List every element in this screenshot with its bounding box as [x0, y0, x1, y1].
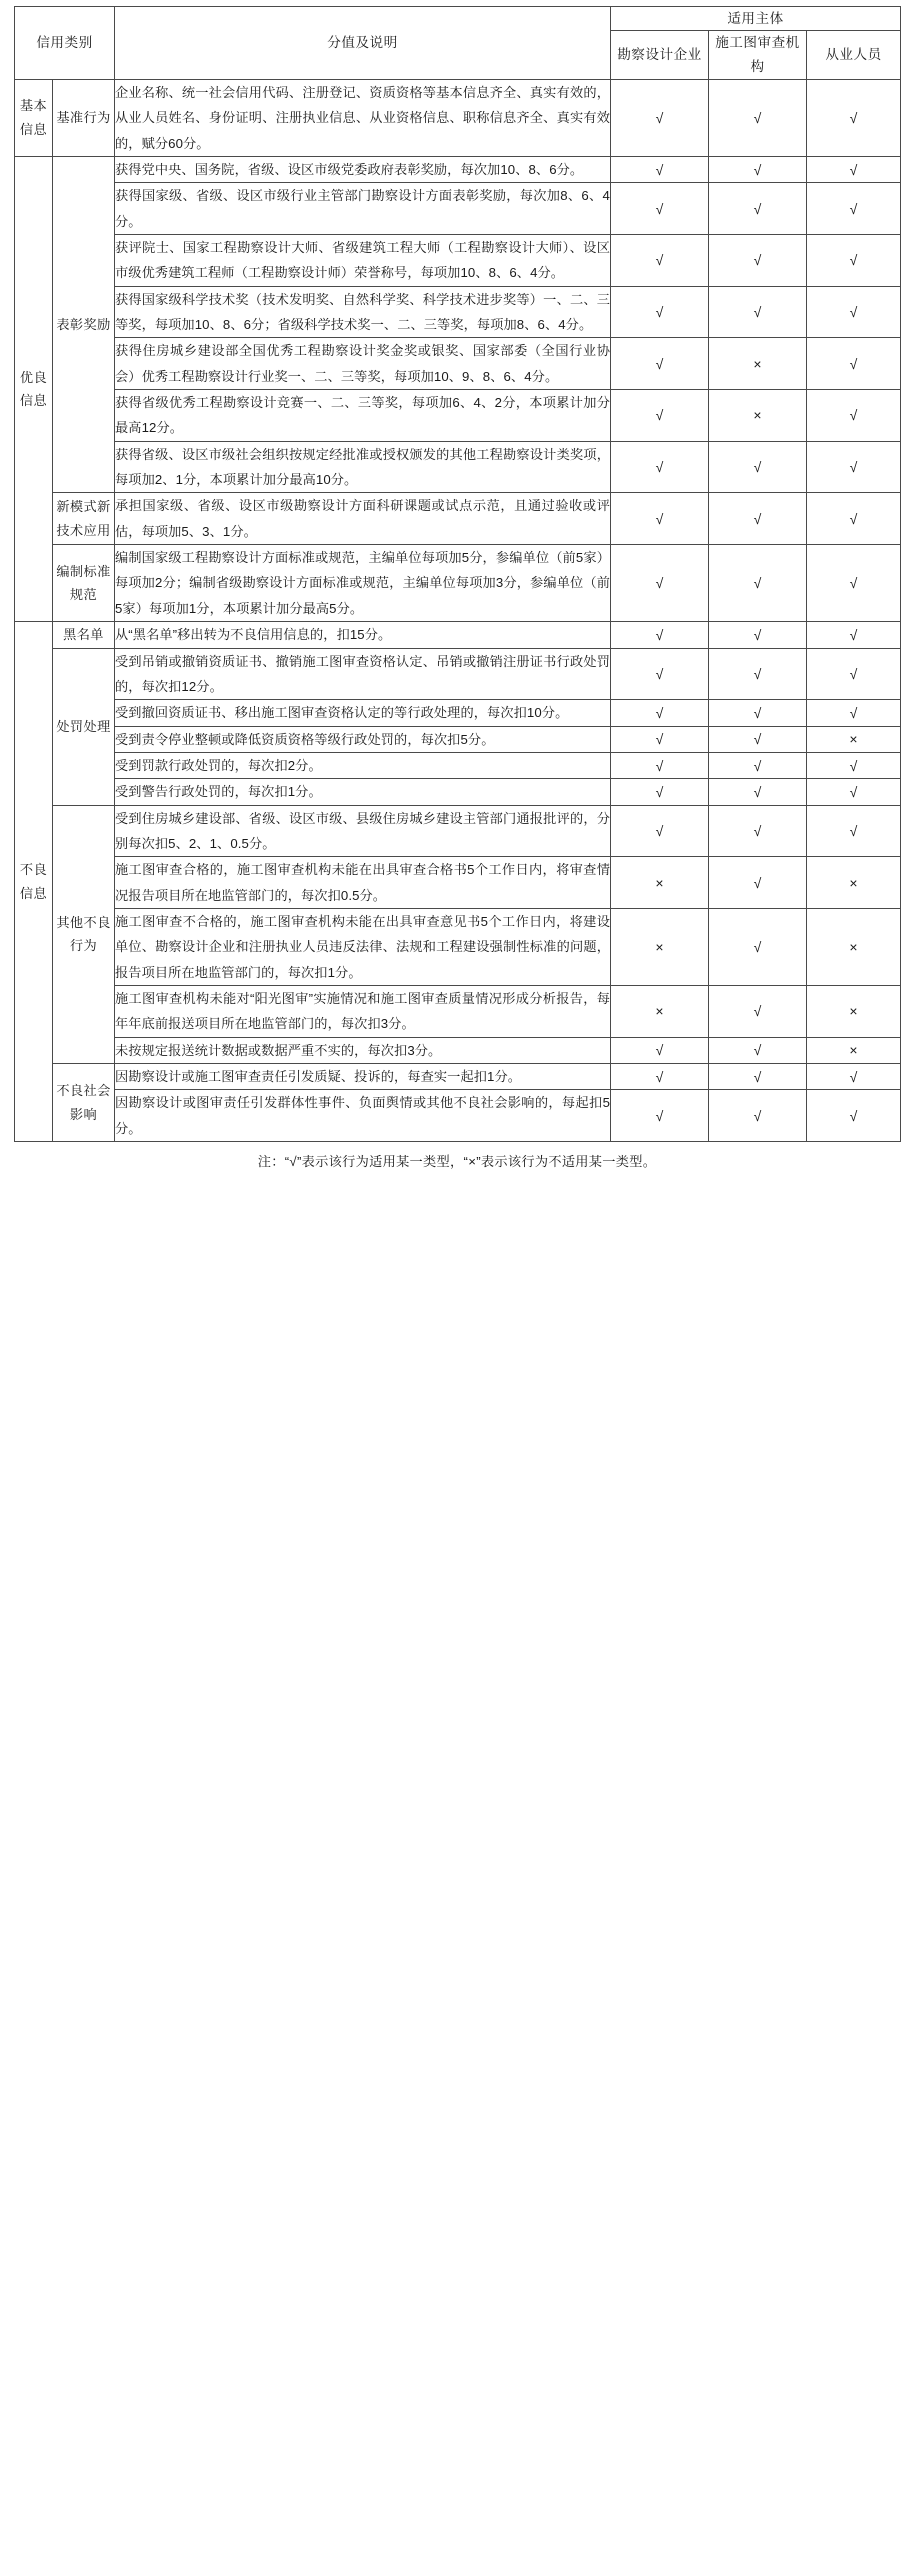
applicability-mark-subject-3: √ [807, 1064, 901, 1090]
table-row [15, 985, 901, 1037]
applicability-mark-subject-1: √ [611, 156, 709, 182]
applicability-mark-subject-2: √ [709, 622, 807, 648]
table-row [15, 622, 901, 648]
applicability-mark-subject-3: √ [807, 1090, 901, 1142]
applicability-mark-subject-3: × [807, 985, 901, 1037]
applicability-mark-subject-2: √ [709, 805, 807, 857]
applicability-mark-subject-2: × [709, 338, 807, 390]
credit-subcategory-cell: 处罚处理 [53, 648, 115, 805]
table-row [15, 545, 901, 622]
credit-subcategory-cell: 编制标准规范 [53, 545, 115, 622]
applicability-mark-subject-3: √ [807, 338, 901, 390]
applicability-mark-subject-2: √ [709, 1064, 807, 1090]
table-row [15, 779, 901, 805]
score-description-cell: 受到责令停业整顿或降低资质资格等级行政处罚的，每次扣5分。 [115, 726, 611, 752]
applicability-mark-subject-2: √ [709, 779, 807, 805]
score-description-cell: 获得省级、设区市级社会组织按规定经批准或授权颁发的其他工程勘察设计类奖项，每项加2、1分，本项累计加分最高10分。 [115, 441, 611, 493]
credit-category-cell: 优良信息 [15, 156, 53, 621]
credit-category-cell: 基本信息 [15, 79, 53, 156]
table-row [15, 493, 901, 545]
applicability-mark-subject-2: √ [709, 286, 807, 338]
applicability-mark-subject-1: √ [611, 1090, 709, 1142]
credit-subcategory-cell: 表彰奖励 [53, 156, 115, 492]
applicability-mark-subject-1: √ [611, 493, 709, 545]
credit-subcategory-cell: 黑名单 [53, 622, 115, 648]
applicability-mark-subject-1: √ [611, 622, 709, 648]
page-container [0, 0, 914, 1183]
applicability-mark-subject-3: √ [807, 545, 901, 622]
applicability-mark-subject-1: √ [611, 1037, 709, 1063]
score-description-cell: 获评院士、国家工程勘察设计大师、省级建筑工程大师（工程勘察设计大师）、设区市级优秀建筑工程师（工程勘察设计师）荣誉称号，每项加10、8、6、4分。 [115, 235, 611, 287]
score-description-cell: 受到撤回资质证书、移出施工图审查资格认定的等行政处理的，每次扣10分。 [115, 700, 611, 726]
header-subject-practitioner: 从业人员 [807, 31, 901, 80]
score-description-cell: 获得住房城乡建设部全国优秀工程勘察设计奖金奖或银奖、国家部委（全国行业协会）优秀工程勘察设计行业奖一、二、三等奖，每项加10、9、8、6、4分。 [115, 338, 611, 390]
table-row [15, 700, 901, 726]
table-row [15, 441, 901, 493]
applicability-mark-subject-3: √ [807, 493, 901, 545]
applicability-mark-subject-3: √ [807, 700, 901, 726]
table-row [15, 908, 901, 985]
credit-subcategory-cell: 新模式新技术应用 [53, 493, 115, 545]
applicability-mark-subject-2: √ [709, 857, 807, 909]
credit-subcategory-cell: 其他不良行为 [53, 805, 115, 1063]
applicability-mark-subject-3: √ [807, 390, 901, 442]
table-body [15, 79, 901, 1141]
applicability-mark-subject-2: √ [709, 985, 807, 1037]
header-subject-survey-design-enterprise: 勘察设计企业 [611, 31, 709, 80]
applicability-mark-subject-1: × [611, 908, 709, 985]
table-row [15, 235, 901, 287]
table-row [15, 390, 901, 442]
applicability-mark-subject-1: √ [611, 286, 709, 338]
applicability-mark-subject-2: √ [709, 156, 807, 182]
header-subject-drawing-review-institution: 施工图审查机构 [709, 31, 807, 80]
applicability-mark-subject-3: √ [807, 752, 901, 778]
applicability-mark-subject-3: √ [807, 183, 901, 235]
applicability-mark-subject-3: × [807, 726, 901, 752]
applicability-mark-subject-1: √ [611, 1064, 709, 1090]
applicability-mark-subject-3: √ [807, 805, 901, 857]
table-row [15, 1037, 901, 1063]
score-description-cell: 施工图审查机构未能对“阳光图审”实施情况和施工图审查质量情况形成分析报告，每年年底前报送项目所在地监管部门的，每次扣3分。 [115, 985, 611, 1037]
score-description-cell: 受到警告行政处罚的，每次扣1分。 [115, 779, 611, 805]
table-row [15, 857, 901, 909]
score-description-cell: 获得省级优秀工程勘察设计竞赛一、二、三等奖，每项加6、4、2分，本项累计加分最高12分。 [115, 390, 611, 442]
header-score-description: 分值及说明 [115, 7, 611, 80]
header-credit-category: 信用类别 [15, 7, 115, 80]
applicability-mark-subject-1: × [611, 985, 709, 1037]
applicability-mark-subject-2: √ [709, 183, 807, 235]
score-description-cell: 从“黑名单”移出转为不良信用信息的，扣15分。 [115, 622, 611, 648]
score-description-cell: 施工图审查合格的，施工图审查机构未能在出具审查合格书5个工作日内，将审查情况报告项目所在地监管部门的，每次扣0.5分。 [115, 857, 611, 909]
applicability-mark-subject-1: √ [611, 779, 709, 805]
applicability-mark-subject-3: √ [807, 441, 901, 493]
applicability-mark-subject-2: × [709, 390, 807, 442]
table-header [15, 7, 901, 80]
credit-subcategory-cell: 基准行为 [53, 79, 115, 156]
applicability-mark-subject-2: √ [709, 1090, 807, 1142]
applicability-mark-subject-1: √ [611, 805, 709, 857]
score-description-cell: 获得国家级科学技术奖（技术发明奖、自然科学奖、科学技术进步奖等）一、二、三等奖，每项加10、8、6分；省级科学技术奖一、二、三等奖，每项加8、6、4分。 [115, 286, 611, 338]
applicability-mark-subject-3: × [807, 1037, 901, 1063]
applicability-mark-subject-1: √ [611, 700, 709, 726]
score-description-cell: 未按规定报送统计数据或数据严重不实的，每次扣3分。 [115, 1037, 611, 1063]
applicability-mark-subject-2: √ [709, 752, 807, 778]
applicability-mark-subject-2: √ [709, 235, 807, 287]
applicability-mark-subject-1: √ [611, 545, 709, 622]
applicability-mark-subject-3: √ [807, 286, 901, 338]
applicability-mark-subject-3: × [807, 857, 901, 909]
applicability-mark-subject-1: √ [611, 752, 709, 778]
applicability-mark-subject-2: √ [709, 441, 807, 493]
applicability-mark-subject-1: √ [611, 183, 709, 235]
applicability-mark-subject-1: √ [611, 235, 709, 287]
applicability-mark-subject-2: √ [709, 493, 807, 545]
applicability-mark-subject-1: √ [611, 79, 709, 156]
applicability-mark-subject-2: √ [709, 648, 807, 700]
table-row [15, 156, 901, 182]
applicability-mark-subject-3: √ [807, 779, 901, 805]
table-row [15, 338, 901, 390]
credit-subcategory-cell: 不良社会影响 [53, 1064, 115, 1142]
applicability-mark-subject-1: √ [611, 441, 709, 493]
table-row [15, 1064, 901, 1090]
table-row [15, 1090, 901, 1142]
score-description-cell: 承担国家级、省级、设区市级勘察设计方面科研课题或试点示范，且通过验收或评估，每项加5、3、1分。 [115, 493, 611, 545]
applicability-mark-subject-2: √ [709, 700, 807, 726]
score-description-cell: 获得国家级、省级、设区市级行业主管部门勘察设计方面表彰奖励，每次加8、6、4分。 [115, 183, 611, 235]
score-description-cell: 企业名称、统一社会信用代码、注册登记、资质资格等基本信息齐全、真实有效的，从业人员姓名、身份证明、注册执业信息、从业资格信息、职称信息齐全、真实有效的，赋分60分。 [115, 79, 611, 156]
table-row [15, 726, 901, 752]
applicability-mark-subject-2: √ [709, 545, 807, 622]
applicability-mark-subject-2: √ [709, 726, 807, 752]
applicability-mark-subject-3: √ [807, 235, 901, 287]
applicability-mark-subject-3: √ [807, 79, 901, 156]
table-row [15, 752, 901, 778]
score-description-cell: 因勘察设计或图审责任引发群体性事件、负面舆情或其他不良社会影响的，每起扣5分。 [115, 1090, 611, 1142]
applicability-mark-subject-1: × [611, 857, 709, 909]
table-row [15, 79, 901, 156]
table-row [15, 286, 901, 338]
score-description-cell: 因勘察设计或施工图审查责任引发质疑、投诉的，每查实一起扣1分。 [115, 1064, 611, 1090]
applicability-mark-subject-1: √ [611, 726, 709, 752]
credit-evaluation-table [14, 6, 901, 1142]
applicability-mark-subject-2: √ [709, 1037, 807, 1063]
applicability-mark-subject-2: √ [709, 908, 807, 985]
score-description-cell: 受到吊销或撤销资质证书、撤销施工图审查资格认定、吊销或撤销注册证书行政处罚的，每次扣12分。 [115, 648, 611, 700]
header-applicable-subject: 适用主体 [611, 7, 901, 31]
applicability-mark-subject-1: √ [611, 338, 709, 390]
applicability-mark-subject-3: √ [807, 622, 901, 648]
score-description-cell: 编制国家级工程勘察设计方面标准或规范，主编单位每项加5分，参编单位（前5家）每项加2分；编制省级勘察设计方面标准或规范，主编单位每项加3分，参编单位（前5家）每项加1分，本项累计加分最高5分。 [115, 545, 611, 622]
applicability-mark-subject-3: √ [807, 156, 901, 182]
score-description-cell: 施工图审查不合格的，施工图审查机构未能在出具审查意见书5个工作日内，将建设单位、勘察设计企业和注册执业人员违反法律、法规和工程建设强制性标准的问题，报告项目所在地监管部门的，每次扣1分。 [115, 908, 611, 985]
score-description-cell: 受到罚款行政处罚的，每次扣2分。 [115, 752, 611, 778]
table-row [15, 805, 901, 857]
applicability-mark-subject-2: √ [709, 79, 807, 156]
header-row-1 [15, 7, 901, 31]
applicability-mark-subject-1: √ [611, 648, 709, 700]
table-row [15, 648, 901, 700]
score-description-cell: 获得党中央、国务院，省级、设区市级党委政府表彰奖励，每次加10、8、6分。 [115, 156, 611, 182]
applicability-mark-subject-3: √ [807, 648, 901, 700]
applicability-mark-subject-3: × [807, 908, 901, 985]
table-row [15, 183, 901, 235]
table-note: 注：“√”表示该行为适用某一类型，“×”表示该行为不适用某一类型。 [257, 1154, 657, 1170]
credit-category-cell: 不良信息 [15, 622, 53, 1142]
score-description-cell: 受到住房城乡建设部、省级、设区市级、县级住房城乡建设主管部门通报批评的，分别每次扣5、2、1、0.5分。 [115, 805, 611, 857]
applicability-mark-subject-1: √ [611, 390, 709, 442]
